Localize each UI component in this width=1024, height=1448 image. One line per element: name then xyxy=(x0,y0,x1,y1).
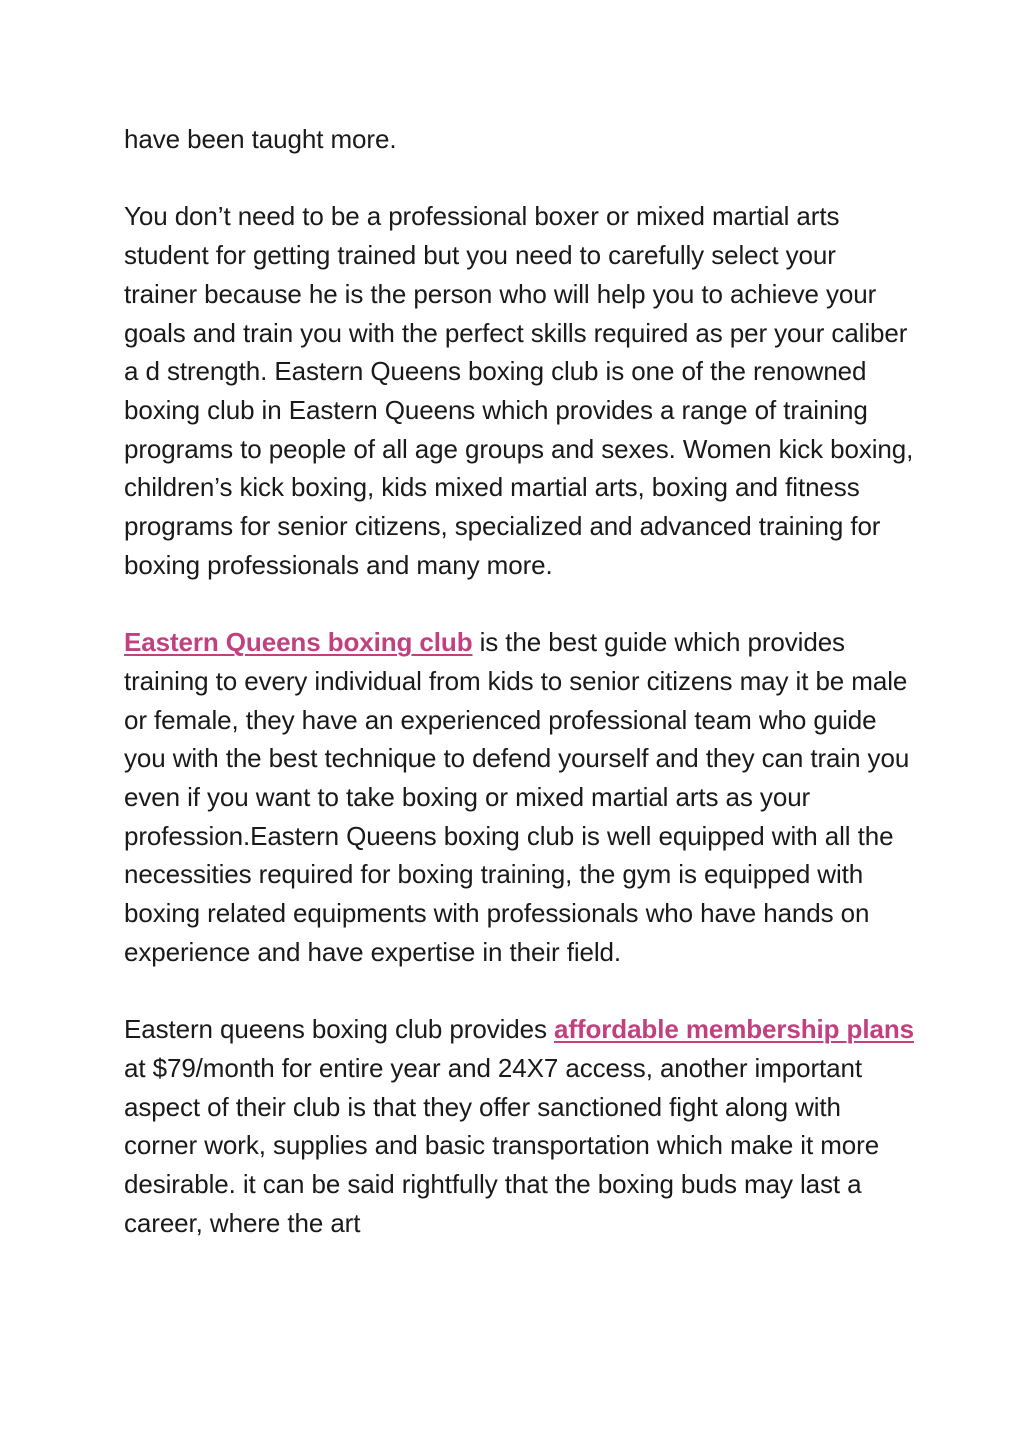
paragraph-membership xyxy=(124,1010,914,1242)
paragraph-text: You don’t need to be a professional boxer or mixed martial arts student for getting trained but you need to carefully select your trainer because he is the person who will help you to achieve your goals and train you with the perfect skills required as per your caliber a d strength. Eastern Queens boxing club is one of the renowned boxing club in Eastern Queens which provides a range of training programs to people of all age groups and sexes. Women kick boxing, children’s kick boxing, kids mixed martial arts, boxing and fitness programs for senior citizens, specialized and advanced training for boxing professionals and many more. xyxy=(124,201,914,580)
paragraph-text-after: at $79/month for entire year and 24X7 access, another important aspect of their club is that they offer sanctioned fight along with corner work, supplies and basic transportation which make it more desirable. it can be said rightfully that the boxing buds may last a career, where the art xyxy=(124,1052,880,1238)
paragraph-taught-more xyxy=(124,120,914,159)
eastern-queens-boxing-club-link[interactable]: Eastern Queens boxing club xyxy=(124,627,473,658)
paragraph-text: is the best guide which provides training to every individual from kids to senior citizens may it be male or female, they have an experienced professional team who guide you with the best technique to defend yourself and they can train you even if you want to take boxing or mixed martial arts as your profession.Eastern Queens boxing club is well equipped with all the necessities required for boxing training, the gym is equipped with boxing related equipments with professionals who have hands on experience and have expertise in their field. xyxy=(124,627,910,967)
paragraph-text-before: Eastern queens boxing club provides xyxy=(124,1014,555,1045)
paragraph-trainer-selection xyxy=(124,197,914,584)
document-body xyxy=(124,120,914,1281)
paragraph-club-guide xyxy=(124,623,914,971)
paragraph-text: have been taught more. xyxy=(124,124,397,154)
affordable-membership-plans-link[interactable]: affordable membership plans xyxy=(554,1014,914,1045)
